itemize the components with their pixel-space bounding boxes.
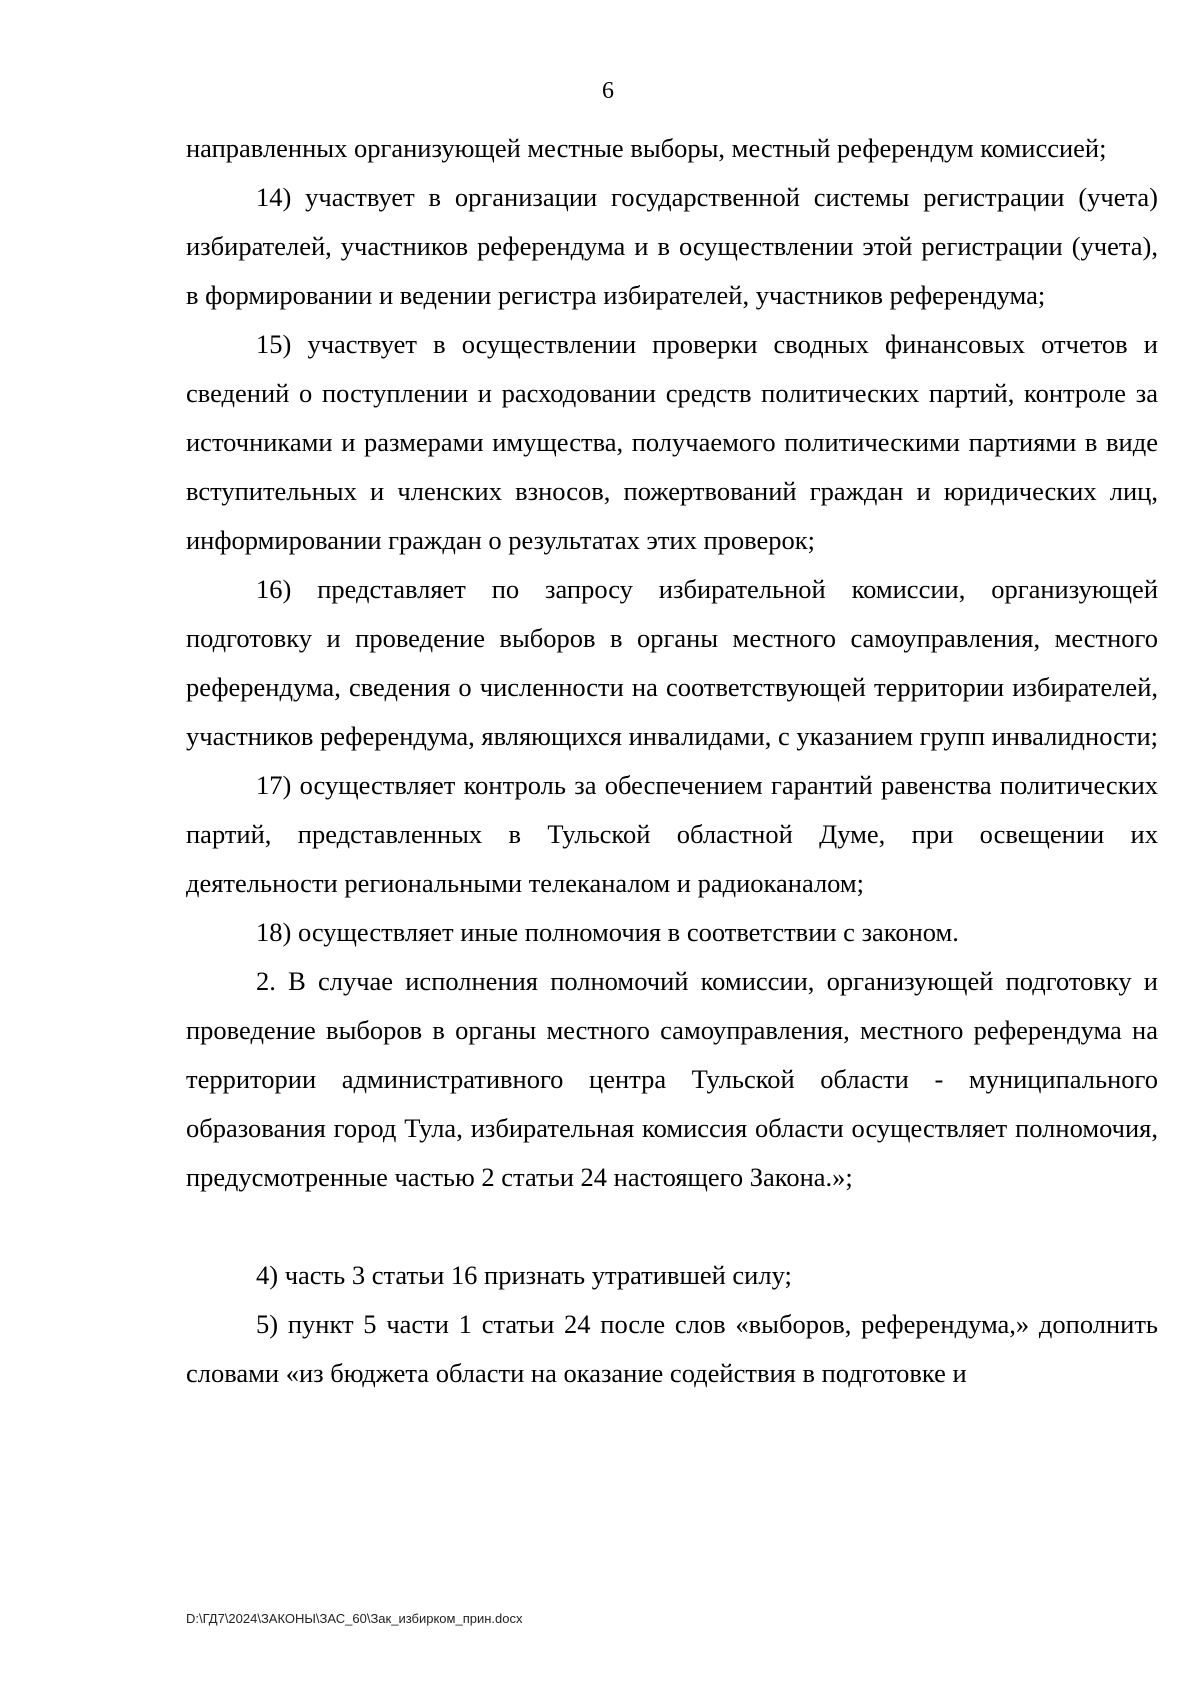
paragraph-item-5: 5) пункт 5 части 1 статьи 24 после слов «выборов, референдума,» дополнить словами «из бюджета области на оказание содействия в подготовке и	[186, 1309, 1158, 1388]
page-number: 6	[602, 78, 614, 104]
paragraph-item-14: 14) участвует в организации государственной системы регистрации (учета) избирателей, участников референдума и в осуществлении этой регистрации (учета), в формировании и ведении регистра избирателей, участников референдума;	[186, 182, 1158, 310]
footer-file-path: D:\ГД7\2024\ЗАКОНЫ\ЗАС_60\Зак_избирком_прин.docx	[186, 1611, 523, 1626]
paragraph-item-15: 15) участвует в осуществлении проверки сводных финансовых отчетов и сведений о поступлении и расходовании средств политических партий, контроле за источниками и размерами имущества, получаемого политическими партиями в виде вступительных и членских взносов, пожертвований граждан и юридических лиц, информировании граждан о результатах этих проверок;	[186, 329, 1158, 555]
paragraph-item-4: 4) часть 3 статьи 16 признать утратившей силу;	[256, 1260, 792, 1290]
paragraph-item-17: 17) осуществляет контроль за обеспечением гарантий равенства политических партий, представленных в Тульской областной Думе, при освещении их деятельности региональными телеканалом и радиоканалом;	[186, 770, 1158, 898]
document-body	[186, 124, 1158, 1398]
paragraph-item-16: 16) представляет по запросу избирательной комиссии, организующей подготовку и проведение выборов в органы местного самоуправления, местного референдума, сведения о численности на соответствующей территории избирателей, участников референдума, являющихся инвалидами, с указанием групп инвалидности;	[186, 574, 1159, 751]
paragraph-continuation: направленных организующей местные выборы, местный референдум комиссией;	[186, 133, 1107, 163]
paragraph-item-18: 18) осуществляет иные полномочия в соответствии с законом.	[256, 917, 959, 947]
paragraph-part-2: 2. В случае исполнения полномочий комиссии, организующей подготовку и проведение выборов в органы местного самоуправления, местного референдума на территории административного центра Тульской области - муниципального образования город Тула, избирательная комиссия области осуществляет полномочия, предусмотренные частью 2 статьи 24 настоящего Закона.»;	[186, 966, 1158, 1192]
